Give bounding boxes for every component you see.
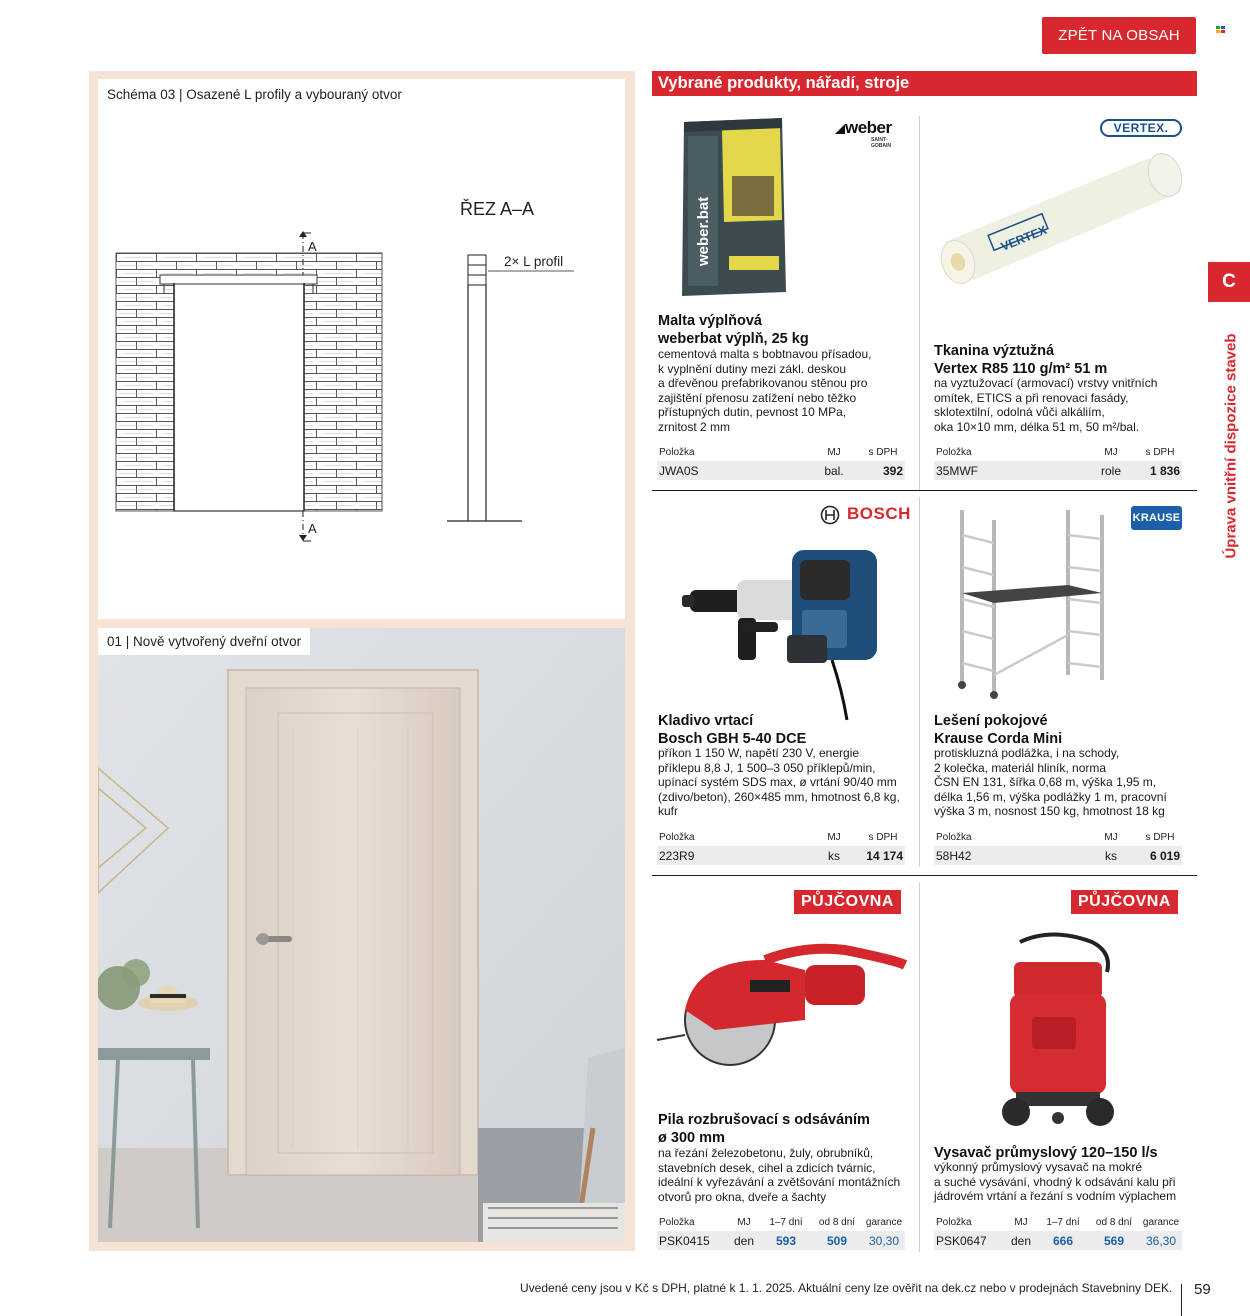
desc-line: přístupných dutin, pevnost 10 MPa, — [658, 405, 847, 420]
product-description — [934, 746, 1190, 819]
chapter-label — [1218, 320, 1244, 572]
item-code: 223R9 — [657, 846, 807, 865]
col-price: s DPH — [868, 831, 898, 843]
col-deposit: garance — [865, 1216, 903, 1228]
schema-panel — [98, 79, 625, 619]
desc-line: oka 10×10 mm, délka 51 m, 50 m²/bal. — [934, 419, 1140, 434]
rental-price-table — [934, 1213, 1182, 1250]
product-description — [658, 746, 914, 819]
desc-line: stavebních desek, cihel a zdicích tvárnic, — [658, 1160, 876, 1175]
col-mj: MJ — [1104, 446, 1118, 458]
door-illustration — [98, 628, 625, 1242]
svg-text:VERTEX: VERTEX — [998, 222, 1049, 254]
table-row — [934, 846, 1182, 865]
item-unit: ks — [807, 846, 861, 865]
bosch-logo-text: BOSCH — [847, 504, 911, 523]
row-divider-2 — [652, 875, 1197, 876]
desc-line: k vyplnění dutiny mezi zákl. deskou — [658, 361, 847, 376]
product-name — [934, 342, 1107, 378]
chapter-label-text: Úprava vnitřní dispozice staveb — [1222, 333, 1240, 559]
item-code: 58H42 — [934, 846, 1084, 865]
section-title: Vybrané produkty, nářadí, stroje — [652, 71, 1197, 96]
product-description — [934, 376, 1189, 434]
krause-logo — [1131, 506, 1182, 530]
product-name-line2: Vertex R85 110 g/m² 51 m — [934, 361, 1108, 377]
price-note: Uvedené ceny jsou v Kč s DPH, platné k 1. 1. 2025. Aktuální ceny lze ověřit na dek.cz nebo v prodejnách Stavebniny DEK. — [520, 1281, 1173, 1295]
weber-logo-sub: SAINT-GOBAIN — [871, 137, 891, 149]
desc-line: výkonný průmyslový vysavač na mokré — [934, 1160, 1143, 1174]
table-row — [934, 1231, 1182, 1250]
product-description — [658, 347, 913, 435]
column-divider-1 — [919, 116, 920, 491]
col-price: s DPH — [868, 446, 898, 458]
product-description — [658, 1146, 916, 1204]
desc-line: ČSN EN 131, šířka 0,68 m, výška 1,95 m, — [934, 775, 1157, 790]
desc-line: příkon 1 150 W, napětí 230 V, energie — [658, 746, 860, 760]
krause-scaffold-image — [950, 505, 1115, 700]
vertex-logo-text: VERTEX. — [1113, 121, 1169, 135]
bosch-hammer-image — [682, 540, 882, 722]
vertex-mesh-roll-image — [933, 152, 1185, 288]
product-name-line2: weberbat výplň, 25 kg — [658, 331, 809, 347]
product-name-line2: Krause Corda Mini — [934, 731, 1063, 747]
product-name — [658, 1111, 870, 1147]
col-item: Položka — [936, 446, 972, 458]
profile-label: 2× L profil — [504, 254, 564, 269]
color-dots-icon — [1216, 26, 1225, 33]
col-mj: MJ — [1014, 1216, 1028, 1228]
price-1-7-days: 593 — [761, 1231, 811, 1250]
product-name-line1: Pila rozbrušovací s odsáváním — [658, 1112, 870, 1128]
desc-line: ideální k vyřezávání a zvětšování montážních — [658, 1175, 901, 1190]
bosch-armature-icon — [820, 505, 840, 525]
weber-bag-image — [674, 116, 794, 298]
schema-title: Schéma 03 | Osazené L profily a vybouraný otvor — [107, 87, 402, 102]
product-name-line1: Vysavač průmyslový 120–150 l/s — [934, 1145, 1158, 1161]
rental-price-table — [657, 1213, 905, 1250]
vertex-logo — [1100, 119, 1182, 137]
col-price: s DPH — [1145, 446, 1175, 458]
desc-line: omítek, ETICS a při renovaci fasády, — [934, 390, 1129, 405]
deposit: 30,30 — [863, 1231, 905, 1250]
item-code: PSK0415 — [657, 1231, 727, 1250]
desc-line: upínací systém SDS max, ø vrtání 90/40 mm — [658, 775, 897, 790]
photo-caption: 01 | Nově vytvořený dveřní otvor — [98, 628, 310, 655]
svg-text:weber.bat: weber.bat — [695, 196, 712, 266]
col-item: Položka — [659, 831, 695, 843]
section-marker-bottom: A — [308, 521, 317, 536]
col-8-days: od 8 dní — [818, 1216, 856, 1228]
item-unit: ks — [1084, 846, 1138, 865]
desc-line: otvorů pro okna, dveře a šachty — [658, 1189, 827, 1204]
col-8-days: od 8 dní — [1095, 1216, 1133, 1228]
deposit: 36,30 — [1140, 1231, 1182, 1250]
col-mj: MJ — [1104, 831, 1118, 843]
desc-line: zajištění přenosu zatížení nebo těžko — [658, 390, 857, 405]
price-table — [657, 828, 905, 865]
col-mj: MJ — [827, 831, 841, 843]
desc-line: na vyztužovací (armovací) vrstvy vnitřních — [934, 376, 1158, 390]
row-divider-1 — [652, 490, 1197, 491]
brick-wall — [116, 253, 382, 511]
table-row — [934, 461, 1182, 480]
item-price: 392 — [861, 461, 905, 480]
item-price: 6 019 — [1138, 846, 1182, 865]
col-item: Položka — [936, 1216, 972, 1228]
desc-line: na řezání železobetonu, žuly, obrubníků, — [658, 1146, 874, 1160]
desc-line: (zdivo/beton), 260×485 mm, hmotnost 6,8 kg, — [658, 789, 900, 804]
col-item: Položka — [659, 1216, 695, 1228]
desc-line: zrnitost 2 mm — [658, 419, 731, 434]
item-code: JWA0S — [657, 461, 807, 480]
price-1-7-days: 666 — [1038, 1231, 1088, 1250]
back-to-contents-button[interactable]: ZPĚT NA OBSAH — [1042, 17, 1196, 54]
col-item: Položka — [659, 446, 695, 458]
desc-line: a suché vysávání, vhodný k odsávání kalu při — [934, 1174, 1176, 1189]
page-number: 59 — [1194, 1281, 1211, 1298]
table-row — [657, 1231, 905, 1250]
desc-line: sklotextilní, odolná vůči alkáliím, — [934, 405, 1105, 420]
product-name-line1: Tkanina výztužná — [934, 343, 1055, 359]
col-item: Položka — [936, 831, 972, 843]
cut-off-saw-image — [655, 940, 910, 1070]
rental-badge: PŮJČOVNA — [1071, 890, 1178, 914]
product-name — [658, 712, 806, 748]
item-unit: role — [1084, 461, 1138, 480]
product-name-line2: Bosch GBH 5-40 DCE — [658, 731, 807, 747]
rental-badge: PŮJČOVNA — [794, 890, 901, 914]
cross-section — [447, 255, 574, 521]
price-table — [657, 443, 905, 480]
col-1-7-days: 1–7 dní — [1046, 1216, 1080, 1228]
desc-line: cementová malta s bobtnavou přísadou, — [658, 347, 872, 361]
col-mj: MJ — [737, 1216, 751, 1228]
table-row — [657, 846, 905, 865]
desc-line: příklepu 8,8 J, 1 500–3 050 příklepů/min, — [658, 760, 876, 775]
desc-line: délka 1,56 m, výška podlážky 1 m, pracovní — [934, 789, 1167, 804]
product-name-line1: Kladivo vrtací — [658, 713, 754, 729]
price-table — [934, 443, 1182, 480]
schema-drawing — [98, 79, 625, 619]
footer-divider — [1181, 1284, 1182, 1316]
product-name — [658, 312, 809, 348]
krause-logo-text: KRAUSE — [1132, 512, 1181, 524]
section-label: ŘEZ A–A — [460, 199, 535, 219]
industrial-vacuum-image — [992, 932, 1122, 1132]
item-unit: bal. — [807, 461, 861, 480]
desc-line: 2 kolečka, materiál hliník, norma — [934, 760, 1107, 775]
section-marker-top: A — [308, 239, 317, 254]
col-1-7-days: 1–7 dní — [769, 1216, 803, 1228]
col-mj: MJ — [827, 446, 841, 458]
product-name-line1: Lešení pokojové — [934, 713, 1048, 729]
item-unit: den — [1004, 1231, 1038, 1250]
desc-line: výška 3 m, nosnost 150 kg, hmotnost 18 kg — [934, 804, 1165, 819]
column-divider-2 — [919, 497, 920, 867]
col-deposit: garance — [1142, 1216, 1180, 1228]
price-table — [934, 828, 1182, 865]
price-8-days: 569 — [1088, 1231, 1140, 1250]
table-row — [657, 461, 905, 480]
bosch-logo — [820, 504, 911, 526]
item-code: 35MWF — [934, 461, 1084, 480]
product-name-line1: Malta výplňová — [658, 313, 762, 329]
product-name-line2: ø 300 mm — [658, 1130, 725, 1146]
door-photo — [98, 628, 625, 1242]
item-price: 1 836 — [1138, 461, 1182, 480]
price-8-days: 509 — [811, 1231, 863, 1250]
weber-logo — [833, 118, 907, 149]
product-description — [934, 1160, 1192, 1204]
item-unit: den — [727, 1231, 761, 1250]
desc-line: protiskluzná podlážka, i na schody, — [934, 746, 1120, 760]
column-divider-3 — [919, 882, 920, 1252]
item-code: PSK0647 — [934, 1231, 1004, 1250]
desc-line: kufr — [658, 804, 679, 819]
col-price: s DPH — [1145, 831, 1175, 843]
desc-line: a dřevěnou prefabrikovanou stěnou pro — [658, 376, 868, 391]
chapter-tab[interactable]: C — [1208, 262, 1250, 302]
item-price: 14 174 — [861, 846, 905, 865]
product-name — [934, 712, 1062, 748]
weber-logo-text: weber — [845, 118, 892, 137]
desc-line: jádrovém vrtání a řezání s vodním výplachem — [934, 1189, 1177, 1204]
